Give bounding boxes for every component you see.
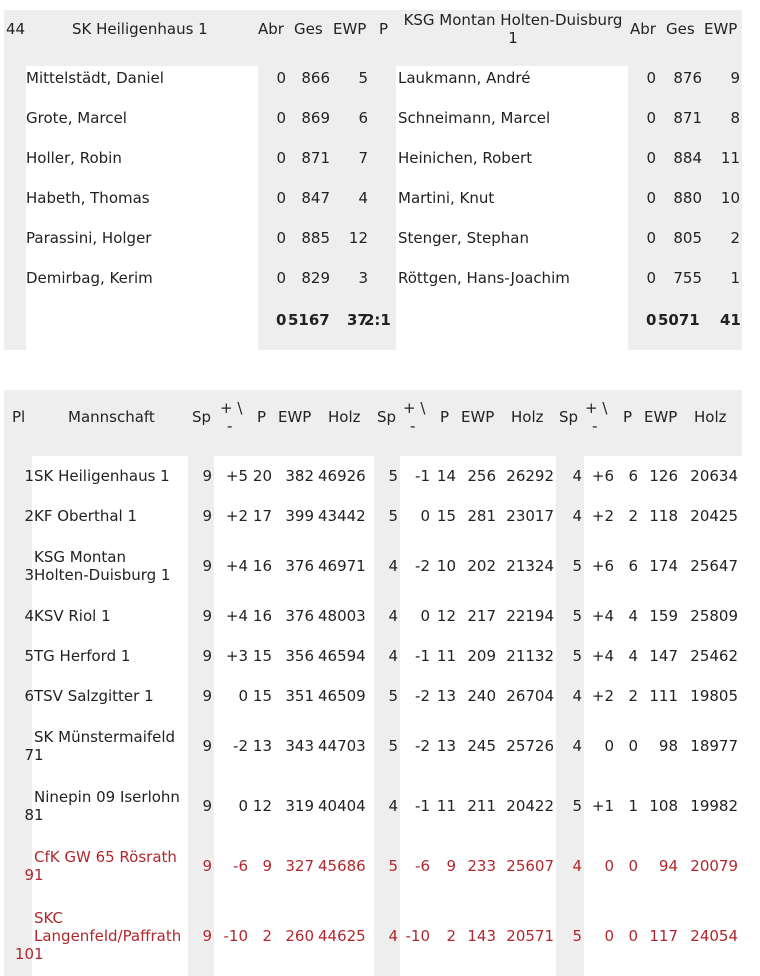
home-team-header: SK Heiligenhaus 1: [72, 20, 208, 38]
row-place: 8: [24, 806, 34, 824]
row-away-ewp: 159: [649, 607, 678, 625]
row-home-diff: -2: [415, 687, 430, 705]
away-player-name: Heinichen, Robert: [398, 149, 533, 167]
away-player-abr: 0: [646, 149, 656, 167]
away-player-name: Martini, Knut: [398, 189, 495, 207]
row-home-holz: 25726: [506, 737, 554, 755]
row-total-holz: 46509: [318, 687, 366, 705]
row-place: 5: [24, 647, 34, 665]
p-header: P: [379, 20, 389, 38]
row-away-p: 4: [628, 647, 638, 665]
header-home-holz: Holz: [511, 408, 544, 426]
home-player-abr: 0: [276, 189, 286, 207]
match-table: [0, 0, 760, 352]
row-away-sp: 4: [572, 737, 582, 755]
away-player-name: Stenger, Stephan: [398, 229, 529, 247]
row-home-diff: 0: [420, 507, 430, 525]
row-home-ewp: 281: [467, 507, 496, 525]
row-away-p: 2: [628, 507, 638, 525]
row-home-p: 13: [436, 687, 456, 705]
row-home-diff: -1: [415, 647, 430, 665]
away-player-ewp: 8: [730, 109, 740, 127]
row-total-holz: 44703: [318, 737, 366, 755]
row-away-p: 0: [628, 927, 638, 945]
header-total-p: P: [257, 408, 267, 426]
row-away-p: 6: [628, 557, 638, 575]
away-player-name: Schneimann, Marcel: [398, 109, 551, 127]
row-away-holz: 25462: [690, 647, 738, 665]
away-player-ges: 876: [673, 69, 702, 87]
away-total-abr: 0: [646, 311, 657, 329]
match-number: 44: [6, 20, 26, 38]
row-home-sp: 4: [388, 647, 398, 665]
row-total-p: 9: [262, 857, 272, 875]
row-total-sp: 9: [202, 687, 212, 705]
row-total-ewp: 356: [285, 647, 314, 665]
home-player-ewp: 7: [358, 149, 368, 167]
row-away-sp: 4: [572, 507, 582, 525]
row-total-sp: 9: [202, 647, 212, 665]
away-player-abr: 0: [646, 229, 656, 247]
row-total-diff: -6: [233, 857, 248, 875]
row-home-diff: -1: [415, 797, 430, 815]
row-place: 10: [14, 945, 34, 963]
row-home-diff: -6: [415, 857, 430, 875]
row-home-diff: -2: [415, 737, 430, 755]
row-total-p: 15: [252, 687, 272, 705]
row-home-holz: 20571: [506, 927, 554, 945]
row-away-p: 1: [628, 797, 638, 815]
row-home-holz: 23017: [506, 507, 554, 525]
row-away-diff: +2: [591, 507, 614, 525]
row-home-ewp: 209: [467, 647, 496, 665]
header-away-sp: Sp: [559, 408, 579, 426]
row-place: 4: [24, 607, 34, 625]
away-player-abr: 0: [646, 69, 656, 87]
row-place: 9: [24, 866, 34, 884]
row-home-p: 2: [446, 927, 456, 945]
row-total-diff: +4: [225, 607, 248, 625]
row-place: 3: [24, 566, 34, 584]
match-header-row: [4, 10, 742, 66]
row-team-name: 1: [34, 866, 44, 884]
row-away-diff: +1: [591, 797, 614, 815]
row-away-sp: 4: [572, 687, 582, 705]
row-home-sp: 5: [388, 507, 398, 525]
row-total-sp: 9: [202, 507, 212, 525]
row-team-name: 1: [34, 806, 44, 824]
home-abr-header: Abr: [258, 20, 284, 38]
row-home-ewp: 211: [467, 797, 496, 815]
row-away-ewp: 174: [649, 557, 678, 575]
home-player-name: Habeth, Thomas: [26, 189, 150, 207]
row-away-diff: +4: [591, 647, 614, 665]
row-home-p: 14: [436, 467, 456, 485]
header-total-sp: Sp: [192, 408, 212, 426]
home-player-abr: 0: [276, 149, 286, 167]
header-home-diff-bottom: -: [410, 417, 416, 435]
row-total-ewp: 376: [285, 557, 314, 575]
standings-total-sp-shade: [188, 456, 214, 976]
row-total-sp: 9: [202, 737, 212, 755]
row-home-p: 11: [436, 647, 456, 665]
row-total-p: 16: [252, 557, 272, 575]
home-ges-header: Ges: [294, 20, 323, 38]
row-total-p: 16: [252, 607, 272, 625]
row-total-p: 15: [252, 647, 272, 665]
row-home-holz: 26704: [506, 687, 554, 705]
away-total-ewp: 41: [720, 311, 741, 329]
standings-left-shade: [4, 456, 32, 976]
row-home-p: 10: [436, 557, 456, 575]
row-away-diff: +6: [591, 557, 614, 575]
home-player-name: Parassini, Holger: [26, 229, 152, 247]
home-player-ges: 847: [301, 189, 330, 207]
row-team-name: TSV Salzgitter 1: [34, 687, 154, 705]
standings-away-sp-shade: [556, 456, 584, 976]
row-home-p: 12: [436, 607, 456, 625]
header-away-diff-top: + \: [585, 399, 608, 417]
away-player-name: Röttgen, Hans-Joachim: [398, 269, 570, 287]
row-home-holz: 21132: [506, 647, 554, 665]
row-away-holz: 20425: [690, 507, 738, 525]
home-player-ges: 829: [301, 269, 330, 287]
away-player-name: Laukmann, André: [398, 69, 531, 87]
row-home-ewp: 233: [467, 857, 496, 875]
row-home-diff: -1: [415, 467, 430, 485]
home-ewp-header: EWP: [333, 20, 367, 38]
away-player-ges: 880: [673, 189, 702, 207]
home-player-name: Grote, Marcel: [26, 109, 127, 127]
row-place: 7: [24, 746, 34, 764]
row-home-sp: 4: [388, 557, 398, 575]
away-player-ewp: 1: [730, 269, 740, 287]
row-home-p: 15: [436, 507, 456, 525]
row-away-sp: 4: [572, 857, 582, 875]
home-player-name: Mittelstädt, Daniel: [26, 69, 164, 87]
row-away-ewp: 117: [649, 927, 678, 945]
row-total-sp: 9: [202, 467, 212, 485]
away-player-abr: 0: [646, 189, 656, 207]
away-player-ges: 805: [673, 229, 702, 247]
header-away-holz: Holz: [694, 408, 727, 426]
row-home-sp: 5: [388, 857, 398, 875]
home-player-ges: 866: [301, 69, 330, 87]
row-home-holz: 26292: [506, 467, 554, 485]
row-total-sp: 9: [202, 607, 212, 625]
row-home-ewp: 245: [467, 737, 496, 755]
away-ges-header: Ges: [666, 20, 695, 38]
row-home-sp: 5: [388, 687, 398, 705]
home-player-abr: 0: [276, 109, 286, 127]
row-total-ewp: 351: [285, 687, 314, 705]
row-away-holz: 25647: [690, 557, 738, 575]
row-home-holz: 25607: [506, 857, 554, 875]
row-total-holz: 48003: [318, 607, 366, 625]
row-away-sp: 4: [572, 467, 582, 485]
row-total-ewp: 343: [285, 737, 314, 755]
home-total-abr: 0: [276, 311, 287, 329]
away-player-ewp: 9: [730, 69, 740, 87]
row-home-sp: 5: [388, 467, 398, 485]
row-total-diff: -2: [233, 737, 248, 755]
row-total-ewp: 319: [285, 797, 314, 815]
row-away-sp: 5: [572, 647, 582, 665]
row-away-p: 2: [628, 687, 638, 705]
row-total-ewp: 260: [285, 927, 314, 945]
header-home-ewp: EWP: [461, 408, 495, 426]
header-total-diff-top: + \: [220, 399, 243, 417]
row-away-sp: 5: [572, 797, 582, 815]
row-away-ewp: 111: [649, 687, 678, 705]
row-total-p: 17: [252, 507, 272, 525]
row-team-name: KSG Montan: [34, 548, 126, 566]
row-total-holz: 46926: [318, 467, 366, 485]
row-total-ewp: 399: [285, 507, 314, 525]
row-home-sp: 4: [388, 607, 398, 625]
row-away-holz: 20634: [690, 467, 738, 485]
header-home-diff-top: + \: [403, 399, 426, 417]
row-away-ewp: 147: [649, 647, 678, 665]
row-away-holz: 24054: [690, 927, 738, 945]
row-away-sp: 5: [572, 927, 582, 945]
row-team-name: Langenfeld/Paffrath: [34, 927, 182, 945]
row-total-holz: 40404: [318, 797, 366, 815]
home-player-ewp: 6: [358, 109, 368, 127]
home-player-ges: 871: [301, 149, 330, 167]
row-total-ewp: 327: [285, 857, 314, 875]
row-home-ewp: 240: [467, 687, 496, 705]
row-total-holz: 43442: [318, 507, 366, 525]
row-total-ewp: 382: [285, 467, 314, 485]
row-away-diff: 0: [604, 927, 614, 945]
row-total-holz: 44625: [318, 927, 366, 945]
row-team-name: Holten-Duisburg 1: [34, 566, 171, 584]
row-home-sp: 5: [388, 737, 398, 755]
home-player-abr: 0: [276, 229, 286, 247]
header-away-diff-bottom: -: [592, 417, 598, 435]
row-total-diff: +3: [225, 647, 248, 665]
header-total-holz: Holz: [328, 408, 361, 426]
row-away-sp: 5: [572, 607, 582, 625]
row-team-name: SKC: [34, 909, 64, 927]
away-total-ges: 5071: [658, 311, 700, 329]
row-away-p: 6: [628, 467, 638, 485]
row-team-name: Ninepin 09 Iserlohn: [34, 788, 180, 806]
away-abr-header: Abr: [630, 20, 656, 38]
away-player-ges: 755: [673, 269, 702, 287]
row-place: 6: [24, 687, 34, 705]
row-away-holz: 20079: [690, 857, 738, 875]
row-total-sp: 9: [202, 797, 212, 815]
row-away-p: 4: [628, 607, 638, 625]
row-home-sp: 4: [388, 797, 398, 815]
row-total-p: 2: [262, 927, 272, 945]
row-away-holz: 25809: [690, 607, 738, 625]
row-total-ewp: 376: [285, 607, 314, 625]
row-home-holz: 22194: [506, 607, 554, 625]
row-home-ewp: 256: [467, 467, 496, 485]
row-total-diff: -10: [223, 927, 248, 945]
row-home-diff: 0: [420, 607, 430, 625]
home-total-ges: 5167: [288, 311, 330, 329]
row-home-ewp: 202: [467, 557, 496, 575]
row-place: 1: [24, 467, 34, 485]
row-home-sp: 4: [388, 927, 398, 945]
away-player-ewp: 11: [720, 149, 740, 167]
row-team-name: KF Oberthal 1: [34, 507, 138, 525]
match-left-shade: [4, 66, 26, 350]
home-player-name: Holler, Robin: [26, 149, 122, 167]
away-player-ewp: 10: [720, 189, 740, 207]
header-home-sp: Sp: [377, 408, 397, 426]
away-team-header-line1: KSG Montan Holten-Duisburg: [403, 11, 623, 29]
row-away-ewp: 118: [649, 507, 678, 525]
header-pl: Pl: [12, 408, 26, 426]
home-total-ewp: 37: [347, 311, 368, 329]
row-home-ewp: 143: [467, 927, 496, 945]
row-away-holz: 18977: [690, 737, 738, 755]
home-player-ges: 869: [301, 109, 330, 127]
standings-home-sp-shade: [374, 456, 400, 976]
row-team-name: 1: [34, 746, 44, 764]
row-away-ewp: 98: [658, 737, 678, 755]
row-total-diff: +2: [225, 507, 248, 525]
row-home-diff: -2: [415, 557, 430, 575]
away-team-header-line2: 1: [508, 29, 518, 47]
home-player-abr: 0: [276, 269, 286, 287]
row-place: 2: [24, 507, 34, 525]
away-player-ewp: 2: [730, 229, 740, 247]
row-total-sp: 9: [202, 557, 212, 575]
row-total-diff: 0: [238, 797, 248, 815]
row-total-holz: 46594: [318, 647, 366, 665]
standings-table: [0, 380, 760, 976]
away-player-ges: 884: [673, 149, 702, 167]
row-team-name: TG Herford 1: [34, 647, 131, 665]
header-away-p: P: [623, 408, 633, 426]
home-player-abr: 0: [276, 69, 286, 87]
row-total-diff: +4: [225, 557, 248, 575]
row-away-diff: +2: [591, 687, 614, 705]
row-away-diff: +4: [591, 607, 614, 625]
row-away-sp: 5: [572, 557, 582, 575]
row-total-diff: 0: [238, 687, 248, 705]
row-home-p: 9: [446, 857, 456, 875]
home-total-points: 2:1: [364, 311, 391, 329]
away-player-abr: 0: [646, 269, 656, 287]
row-team-name: 1: [34, 945, 44, 963]
row-away-diff: +6: [591, 467, 614, 485]
row-total-diff: +5: [225, 467, 248, 485]
row-away-diff: 0: [604, 857, 614, 875]
home-player-ewp: 12: [348, 229, 368, 247]
row-home-diff: -10: [405, 927, 430, 945]
row-away-ewp: 108: [649, 797, 678, 815]
home-player-ges: 885: [301, 229, 330, 247]
away-ewp-header: EWP: [704, 20, 738, 38]
row-away-holz: 19982: [690, 797, 738, 815]
header-total-diff-bottom: -: [227, 417, 233, 435]
row-total-p: 20: [252, 467, 272, 485]
row-total-sp: 9: [202, 857, 212, 875]
row-home-p: 11: [436, 797, 456, 815]
row-team-name: SK Heiligenhaus 1: [34, 467, 170, 485]
home-player-ewp: 3: [358, 269, 368, 287]
row-total-p: 13: [252, 737, 272, 755]
header-team: Mannschaft: [68, 408, 155, 426]
away-player-abr: 0: [646, 109, 656, 127]
row-team-name: SK Münstermaifeld: [34, 728, 176, 746]
row-home-holz: 21324: [506, 557, 554, 575]
row-total-p: 12: [252, 797, 272, 815]
home-player-name: Demirbag, Kerim: [26, 269, 153, 287]
row-away-holz: 19805: [690, 687, 738, 705]
row-total-holz: 45686: [318, 857, 366, 875]
row-away-diff: 0: [604, 737, 614, 755]
header-home-p: P: [440, 408, 450, 426]
row-team-name: KSV Riol 1: [34, 607, 111, 625]
row-total-holz: 46971: [318, 557, 366, 575]
row-away-p: 0: [628, 857, 638, 875]
home-player-ewp: 5: [358, 69, 368, 87]
row-home-ewp: 217: [467, 607, 496, 625]
row-total-sp: 9: [202, 927, 212, 945]
row-away-ewp: 126: [649, 467, 678, 485]
row-home-holz: 20422: [506, 797, 554, 815]
row-team-name: CfK GW 65 Rösrath: [34, 848, 177, 866]
row-away-ewp: 94: [658, 857, 678, 875]
row-home-p: 13: [436, 737, 456, 755]
row-away-p: 0: [628, 737, 638, 755]
away-player-ges: 871: [673, 109, 702, 127]
header-total-ewp: EWP: [278, 408, 312, 426]
header-away-ewp: EWP: [644, 408, 678, 426]
home-player-ewp: 4: [358, 189, 368, 207]
